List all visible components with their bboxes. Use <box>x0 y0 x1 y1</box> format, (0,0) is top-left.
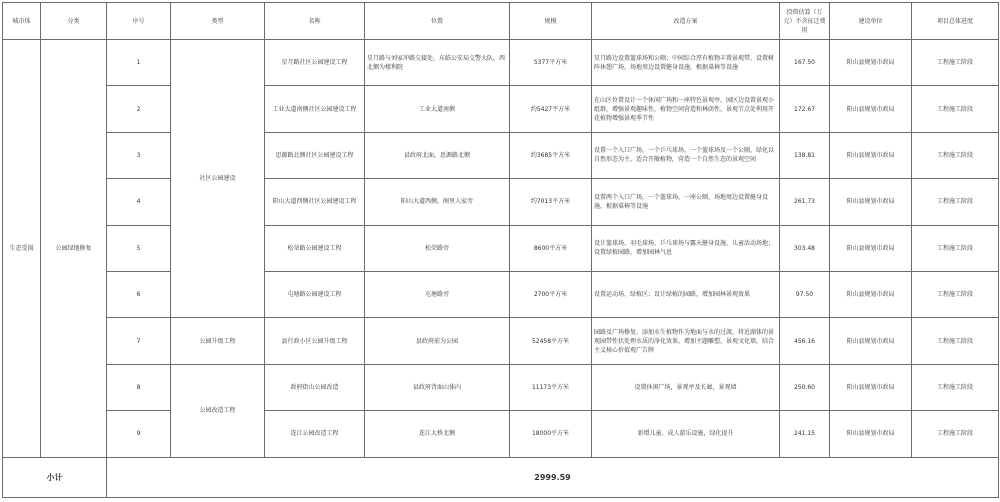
table-row <box>3 40 999 86</box>
project-table <box>2 2 999 498</box>
seq-cell: 9 <box>107 411 171 457</box>
plan-cell: 设置休闲广场，景观亭及长廊，景观墙 <box>592 364 780 410</box>
table-row <box>3 179 999 225</box>
name-cell: 政府街山公园改造 <box>265 364 365 410</box>
seq-cell: 4 <box>107 179 171 225</box>
builder-cell: 阳山县规划市政局 <box>830 132 912 178</box>
scale-cell: 11173平方米 <box>510 364 592 410</box>
category-cell: 公园绿地修复 <box>41 40 107 458</box>
seq-cell: 2 <box>107 86 171 132</box>
builder-cell: 阳山县规划市政局 <box>830 40 912 86</box>
progress-cell: 工程施工阶段 <box>912 271 999 317</box>
seq-cell: 8 <box>107 364 171 410</box>
table-row <box>3 411 999 457</box>
header-name: 名称 <box>265 3 365 40</box>
location-cell: 阳山大道西侧，阁里人家旁 <box>365 179 510 225</box>
estimate-cell: 456.16 <box>780 318 830 364</box>
name-cell: 星月路社区公园建设工程 <box>265 40 365 86</box>
name-cell: 县行政小区公园升级工程 <box>265 318 365 364</box>
subtotal-row <box>3 457 999 497</box>
header-city-category: 城市体 <box>3 3 41 40</box>
name-cell: 工业大道南侧社区公园建设工程 <box>265 86 365 132</box>
type-cell: 社区公园建设 <box>171 40 265 318</box>
estimate-cell: 172.67 <box>780 86 830 132</box>
scale-cell: 约5427平方米 <box>510 86 592 132</box>
header-seq: 序号 <box>107 3 171 40</box>
seq-cell: 5 <box>107 225 171 271</box>
location-cell: 工业大道南侧 <box>365 86 510 132</box>
name-cell: 阳山大道西侧社区公园建设工程 <box>265 179 365 225</box>
scale-cell: 约3685平方米 <box>510 132 592 178</box>
subtotal-value: 2999.59 <box>107 457 999 497</box>
location-cell: 县政府前为公园 <box>365 318 510 364</box>
name-cell: 屯塘路公园建设工程 <box>265 271 365 317</box>
header-category: 分类 <box>41 3 107 40</box>
estimate-cell: 250.60 <box>780 364 830 410</box>
header-estimate: 投资估算（万元）不含征迁费用 <box>780 3 830 40</box>
scale-cell: 52458平方米 <box>510 318 592 364</box>
seq-cell: 1 <box>107 40 171 86</box>
table-row <box>3 271 999 317</box>
header-builder: 建设单位 <box>830 3 912 40</box>
progress-cell: 工程施工阶段 <box>912 179 999 225</box>
progress-cell: 工程施工阶段 <box>912 132 999 178</box>
scale-cell: 8600平方米 <box>510 225 592 271</box>
header-progress: 项目总体进度 <box>912 3 999 40</box>
name-cell: 连江公园改造工程 <box>265 411 365 457</box>
builder-cell: 阳山县规划市政局 <box>830 318 912 364</box>
subtotal-label: 小计 <box>3 457 107 497</box>
estimate-cell: 167.50 <box>780 40 830 86</box>
builder-cell: 阳山县规划市政局 <box>830 179 912 225</box>
seq-cell: 6 <box>107 271 171 317</box>
progress-cell: 工程施工阶段 <box>912 318 999 364</box>
header-plan: 改造方案 <box>592 3 780 40</box>
table-row <box>3 225 999 271</box>
estimate-cell: 261.73 <box>780 179 830 225</box>
estimate-cell: 303.48 <box>780 225 830 271</box>
header-type: 类型 <box>171 3 265 40</box>
builder-cell: 阳山县规划市政局 <box>830 271 912 317</box>
header-scale: 规模 <box>510 3 592 40</box>
plan-cell: 园路及广场修复，添加水生植物作为地面与水的过渡，将近湖体的景观园带性状处理水质的净化效果，增加主题雕塑，景观文化墙，结合主义核心价值观广告牌 <box>592 318 780 364</box>
name-cell: 松荣路公园建设工程 <box>265 225 365 271</box>
plan-cell: 在山区位置设计一个休闲广场和一座特色景观亭，园区边设置景观小组群，增强景观趣味性，植物空间营造和林荫性，景观节点处利用开花植物增强景观季节性 <box>592 86 780 132</box>
progress-cell: 工程施工阶段 <box>912 364 999 410</box>
table-row <box>3 364 999 410</box>
seq-cell: 7 <box>107 318 171 364</box>
plan-cell: 设计篮球场、羽毛球场、乒乓球场与露天健身设施，儿童活动场地；设置绿植园路，增加园林气息 <box>592 225 780 271</box>
table-row <box>3 132 999 178</box>
plan-cell: 设置两个入口广场，一个篮球场，一座公厕，场地周边设置健身设施，根据桌椅等设施 <box>592 179 780 225</box>
builder-cell: 阳山县规划市政局 <box>830 411 912 457</box>
builder-cell: 阳山县规划市政局 <box>830 364 912 410</box>
location-cell: 县政府北面，思源路北侧 <box>365 132 510 178</box>
progress-cell: 工程施工阶段 <box>912 411 999 457</box>
location-cell: 松荣路旁 <box>365 225 510 271</box>
progress-cell: 工程施工阶段 <box>912 86 999 132</box>
location-cell: 连江大桥北侧 <box>365 411 510 457</box>
header-row <box>3 3 999 40</box>
plan-cell: 设置一个入口广场，一个乒乓球场，一个篮球场及一个公厕，绿化以自然形态为主，适合开敞植物，营造一个自然生态的景观空间 <box>592 132 780 178</box>
header-location: 位置 <box>365 3 510 40</box>
plan-cell: 新增儿童、成人游乐设施，绿化提升 <box>592 411 780 457</box>
city-category-cell: 生态受损 <box>3 40 41 458</box>
location-cell: 县政府背面山体内 <box>365 364 510 410</box>
estimate-cell: 241.15 <box>780 411 830 457</box>
scale-cell: 约7013平方米 <box>510 179 592 225</box>
progress-cell: 工程施工阶段 <box>912 225 999 271</box>
name-cell: 思源路北侧社区公园建设工程 <box>265 132 365 178</box>
table-row <box>3 86 999 132</box>
type-cell: 公园改造工程 <box>171 364 265 457</box>
scale-cell: 18000平方米 <box>510 411 592 457</box>
location-cell: 星月路与刘家冲路交接处，东临公安局交警大队，西北侧为楼利院 <box>365 40 510 86</box>
scale-cell: 5377平方米 <box>510 40 592 86</box>
scale-cell: 2700平方米 <box>510 271 592 317</box>
estimate-cell: 97.50 <box>780 271 830 317</box>
plan-cell: 星月路边设置篮球场和公厕；中间综合厚有植物丰置景观带，设置树阵休憩广场，场地周边设置健身设施，根据桌椅等设施 <box>592 40 780 86</box>
progress-cell: 工程施工阶段 <box>912 40 999 86</box>
seq-cell: 3 <box>107 132 171 178</box>
builder-cell: 阳山县规划市政局 <box>830 225 912 271</box>
location-cell: 屯塘路旁 <box>365 271 510 317</box>
plan-cell: 设置运动场、绿植区；设计绿植的园路，增加园林景观效果 <box>592 271 780 317</box>
estimate-cell: 138.81 <box>780 132 830 178</box>
type-cell: 公园升级工程 <box>171 318 265 364</box>
builder-cell: 阳山县规划市政局 <box>830 86 912 132</box>
table-row <box>3 318 999 364</box>
